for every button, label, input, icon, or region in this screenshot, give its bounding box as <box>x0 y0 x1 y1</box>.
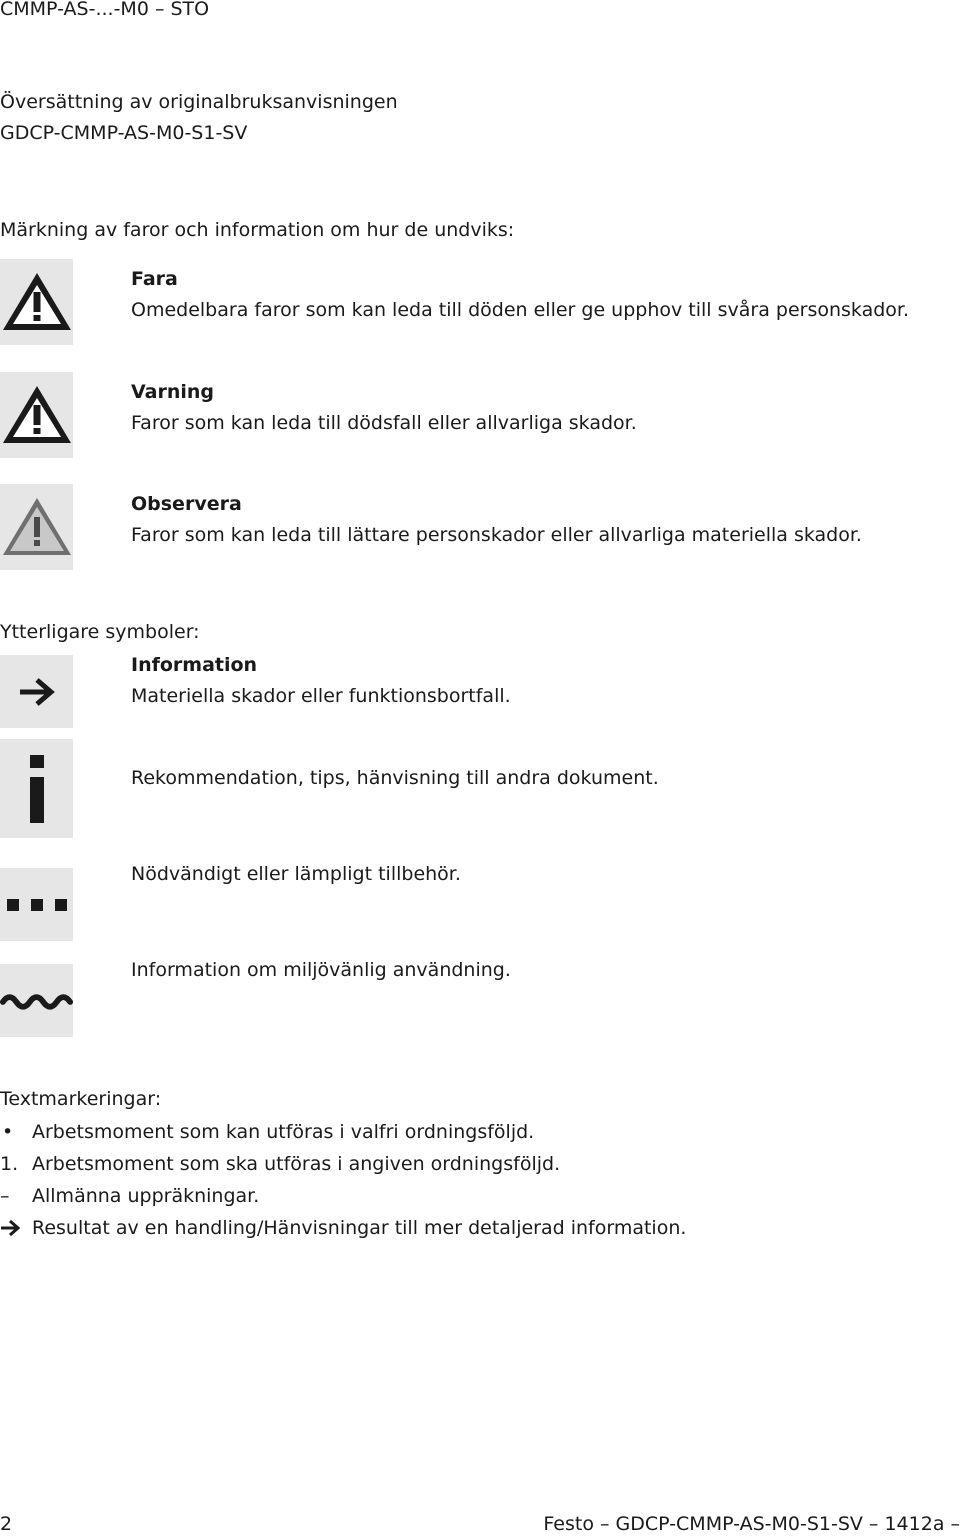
marker-dash: – <box>0 1185 10 1207</box>
marker-number: 1. <box>0 1153 19 1175</box>
symbol-text-environment: Information om miljövänlig användning. <box>131 959 511 981</box>
danger-warning-triangle-icon <box>0 259 73 345</box>
caution-triangle-icon <box>0 484 73 570</box>
marker-bullet: • <box>2 1121 14 1143</box>
footer-doc-ref: Festo – GDCP-CMMP-AS-M0-S1-SV – 1412a – <box>543 1513 960 1535</box>
running-header: CMMP-AS-...-M0 – STO <box>0 0 210 20</box>
wave-environment-icon <box>0 964 73 1037</box>
hazards-heading: Märkning av faror och information om hur de undviks: <box>0 219 515 241</box>
info-i-icon <box>0 739 73 838</box>
document-code: GDCP-CMMP-AS-M0-S1-SV <box>0 122 248 144</box>
symbol-title-information: Information <box>131 654 258 676</box>
marker-text-number: Arbetsmoment som ska utföras i angiven ordningsföljd. <box>32 1153 561 1175</box>
symbols-heading: Ytterligare symboler: <box>0 621 200 643</box>
marker-text-bullet: Arbetsmoment som kan utföras i valfri ordningsföljd. <box>32 1121 535 1143</box>
hazard-text-varning: Faror som kan leda till dödsfall eller allvarliga skador. <box>131 412 637 434</box>
markers-heading: Textmarkeringar: <box>0 1088 162 1110</box>
ellipsis-accessory-icon <box>0 868 73 941</box>
arrow-right-icon <box>0 655 73 728</box>
hazard-title-observera: Observera <box>131 493 242 515</box>
hazard-text-observera: Faror som kan leda till lättare personskador eller allvarliga materiella skador. <box>131 524 862 546</box>
hazard-title-varning: Varning <box>131 381 215 403</box>
warning-triangle-icon <box>0 372 73 458</box>
page-number: 2 <box>0 1513 13 1535</box>
marker-text-arrow: Resultat av en handling/Hänvisningar till mer detaljerad information. <box>32 1217 687 1239</box>
symbol-text-accessory: Nödvändigt eller lämpligt tillbehör. <box>131 863 461 885</box>
hazard-title-fara: Fara <box>131 268 178 290</box>
hazard-text-fara: Omedelbara faror som kan leda till döden eller ge upphov till svåra personskador. <box>131 299 910 321</box>
marker-arrow-icon <box>0 1219 22 1241</box>
marker-text-dash: Allmänna uppräkningar. <box>32 1185 260 1207</box>
translation-note: Översättning av originalbruksanvisningen <box>0 91 398 113</box>
symbol-text-information: Materiella skador eller funktionsbortfall. <box>131 685 511 707</box>
symbol-text-recommendation: Rekommendation, tips, hänvisning till andra dokument. <box>131 767 659 789</box>
